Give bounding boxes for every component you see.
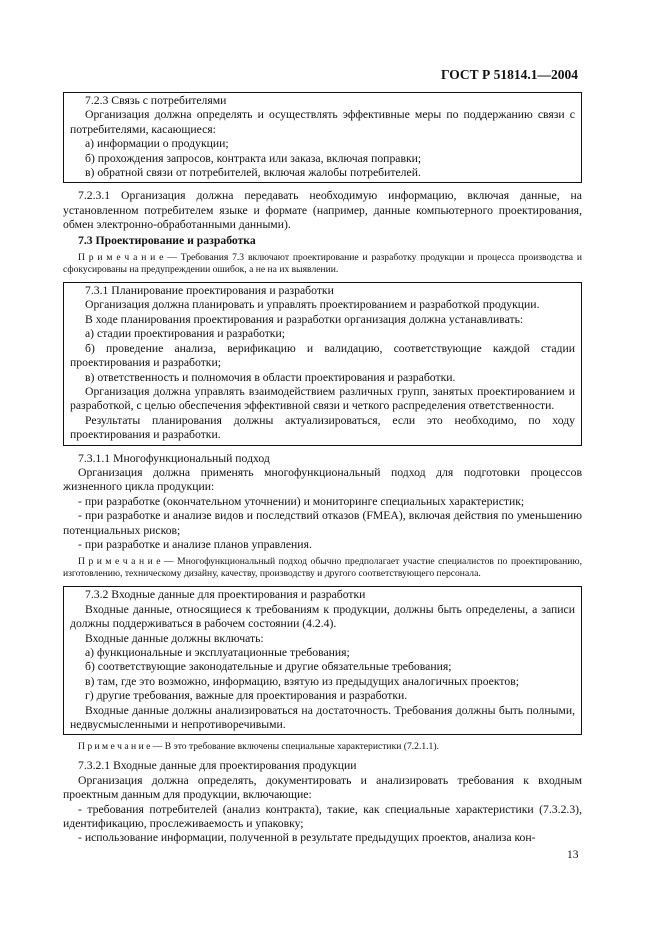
paragraph: Организация должна определять, документировать и анализировать требования к входным проектным данным для продукции, включающие: — [63, 773, 582, 802]
list-item: б) прохождения запросов, контракта или заказа, включая поправки; — [85, 151, 422, 165]
paragraph: Организация должна управлять взаимодействием различных групп, занятых проектированием и разработкой, с целью обеспечения эффективной связи и четкого распределения ответственности. — [70, 384, 575, 413]
list-item: г) другие требования, важные для проектирования и разработки. — [85, 689, 408, 703]
paragraph: Организация должна применять многофункциональный подход для подготовки процессов жизненного цикла продукции: — [63, 465, 582, 494]
section-title: 7.3.1 Планирование проектирования и разработки — [85, 284, 334, 298]
requirement-box-7-2-3 — [63, 92, 582, 183]
paragraph: Результаты планирования должны актуализироваться, если это необходимо, по ходу проектирования и разработки. — [70, 413, 575, 442]
paragraph: Входные данные, относящиеся к требованиям к продукции, должны быть определены, а записи должны поддерживаться в рабочем состоянии (4.2.4). — [70, 602, 575, 631]
list-item: в) ответственность и полномочия в области проектирования и разработки. — [85, 370, 456, 384]
paragraph: Организация должна планировать и управлять проектированием и разработкой продукции. — [85, 298, 540, 312]
list-item: а) информации о продукции; — [85, 137, 229, 151]
page-content — [63, 92, 582, 846]
paragraph-7-2-3-1: 7.2.3.1 Организация должна передавать необходимую информацию, включая данные, на установленном потребителем языке и формате (например, данные компьютерного проектирования, обмен электронно-обработанными данными). — [63, 189, 582, 232]
list-item: в) там, где это возможно, информацию, взятую из предыдущих аналогичных проектов; — [85, 674, 519, 688]
section-title: 7.3.2.1 Входные данные для проектирования продукции — [78, 759, 357, 773]
list-item: - использование информации, полученной в результате предыдущих проектов, анализа кон- — [78, 831, 536, 845]
section-heading-7-3: 7.3 Проектирование и разработка — [78, 233, 256, 247]
list-item: - требования потребителей (анализ контракта), такие, как специальные характеристики (7.3.2.3), идентификацию, прослеживаемость и упаковку; — [63, 802, 582, 831]
section-title: 7.3.2 Входные данные для проектирования и разработки — [85, 588, 366, 602]
section-7-3-1-1 — [63, 452, 582, 553]
page-number: 13 — [567, 849, 579, 861]
paragraph: Входные данные должны включать: — [85, 631, 264, 645]
document-header: ГОСТ Р 51814.1—2004 — [440, 67, 578, 82]
list-item: - при разработке и анализе планов управления. — [78, 537, 312, 551]
paragraph: Организация должна определять и осуществлять эффективные меры по поддержанию связи с потребителями, касающиеся: — [70, 108, 575, 136]
list-item: б) проведение анализа, верификацию и валидацию, соответствующие каждой стадии проектирования и разработки; — [70, 341, 575, 370]
section-7-3-2-1 — [63, 759, 582, 845]
list-item: в) обратной связи от потребителей, включая жалобы потребителей. — [85, 166, 421, 180]
paragraph: В ходе планирования проектирования и разработки организация должна устанавливать: — [85, 312, 524, 326]
list-item: а) стадии проектирования и разработки; — [85, 327, 285, 341]
list-item: - при разработке и анализе видов и последствий отказов (FMEA), включая действия по уменьшению потенциальных рисков; — [63, 509, 582, 537]
note: П р и м е ч а н и е — Многофункциональный подход обычно предполагает участие специалистов по проектированию, изготовлению, техническому дизайну, качеству, производству и другого соответствующего персонала. — [63, 556, 582, 580]
section-title: 7.2.3 Связь с потребителями — [85, 94, 227, 107]
paragraph: Входные данные должны анализироваться на достаточность. Требования должны быть полными, недвусмысленными и непротиворечивыми. — [70, 703, 575, 732]
note: П р и м е ч а н и е — Требования 7.3 включают проектирование и разработку продукции и процесса производства и сфокусированы на предупреждении ошибок, а не на их выявлении. — [63, 252, 582, 276]
section-title: 7.3.1.1 Многофункциональный подход — [78, 451, 270, 465]
list-item: а) функциональные и эксплуатационные требования; — [85, 646, 350, 659]
requirement-box-7-3-2 — [63, 586, 582, 735]
list-item: - при разработке (окончательном уточнении) и мониторинге специальных характеристик; — [78, 494, 525, 508]
note: П р и м е ч а н и е — В это требование включены специальные характеристики (7.2.1.1). — [78, 741, 439, 753]
requirement-box-7-3-1 — [63, 282, 582, 445]
list-item: б) соответствующие законодательные и другие обязательные требования; — [85, 660, 452, 674]
